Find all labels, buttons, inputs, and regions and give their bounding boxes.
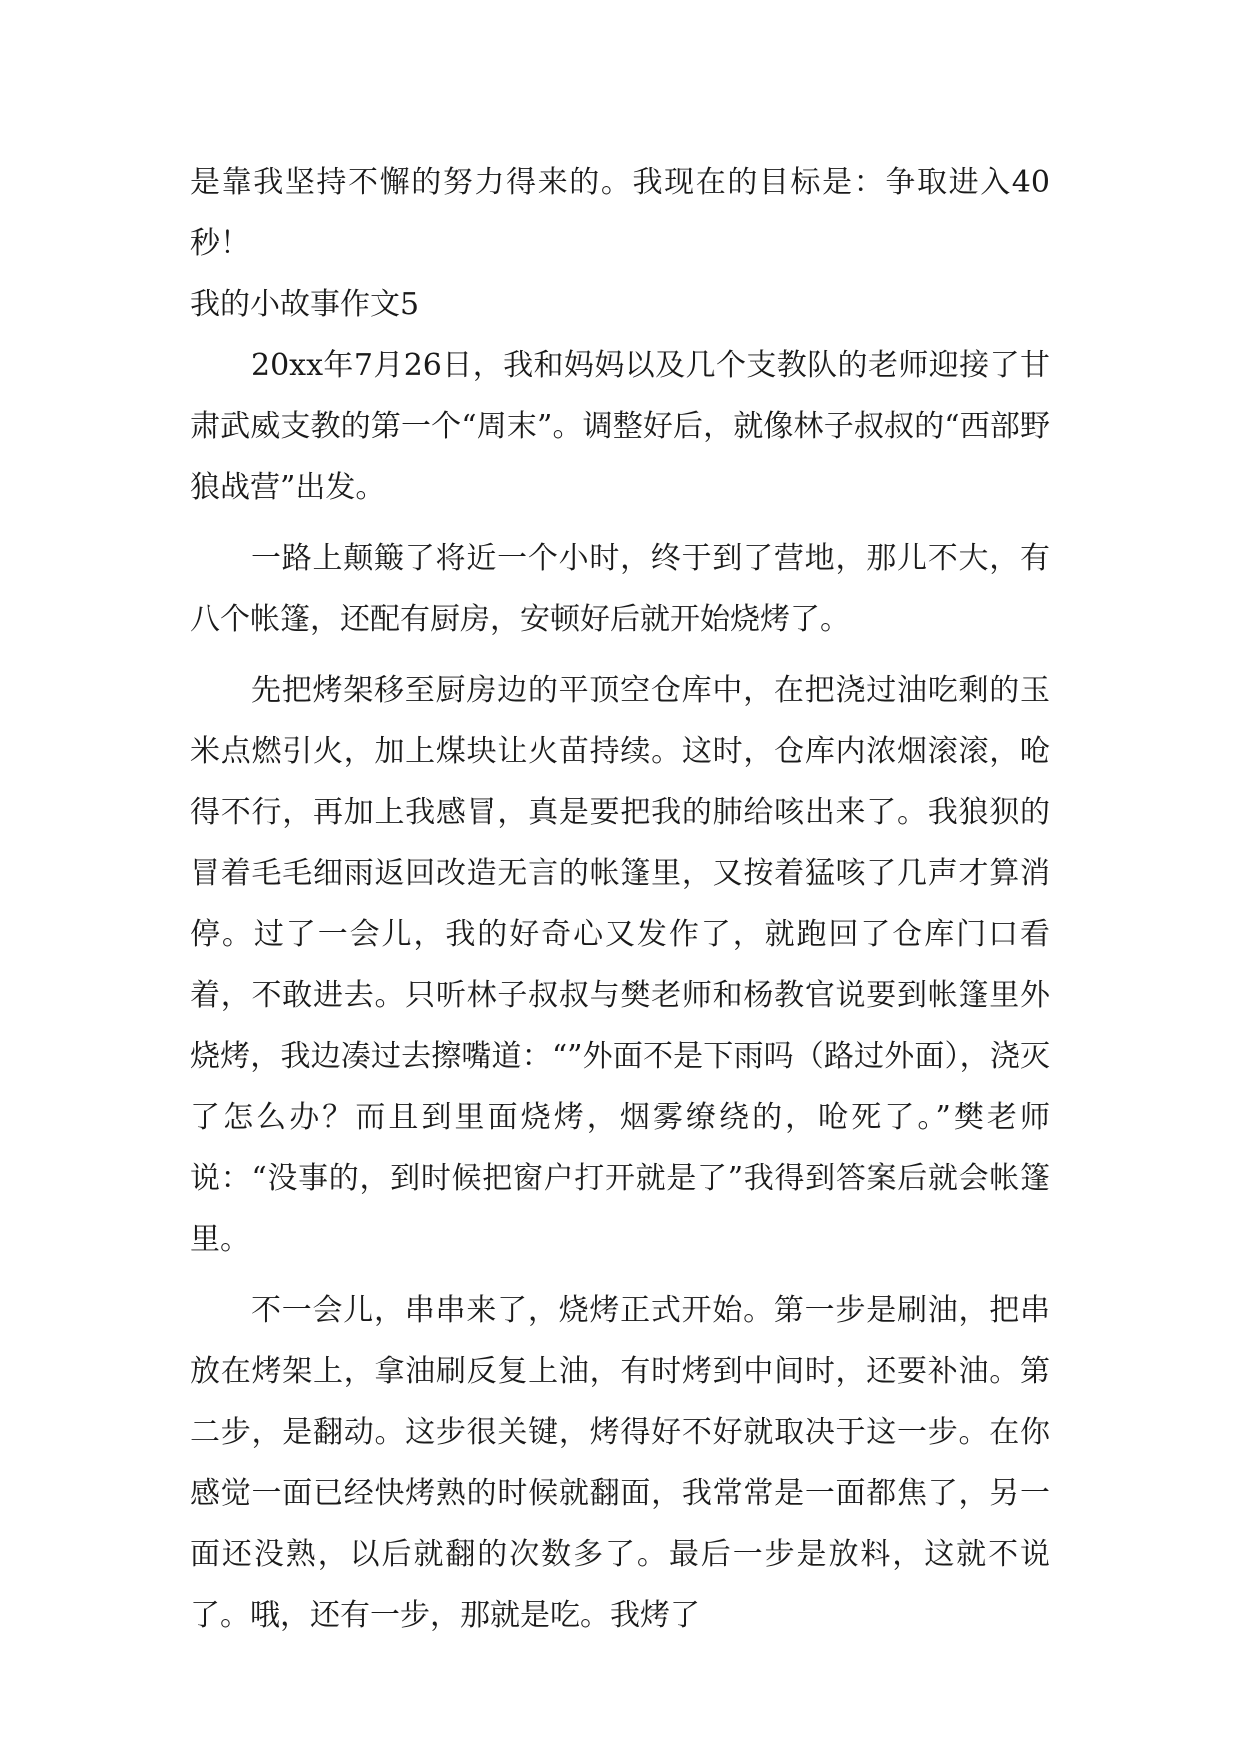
- document-body: [190, 152, 1050, 1646]
- section-title: 我的小故事作文5: [190, 287, 420, 322]
- paragraph-2: 一路上颠簸了将近一个小时，终于到了营地，那儿不大，有八个帐篷，还配有厨房，安顿好后就开始烧烤了。: [190, 541, 1050, 637]
- paragraph-4: 不一会儿，串串来了，烧烤正式开始。第一步是刷油，把串放在烤架上，拿油刷反复上油，有时烤到中间时，还要补油。第二步，是翻动。这步很关键，烤得好不好就取决于这一步。在你感觉一面已经快烤熟的时候就翻面，我常常是一面都焦了，另一面还没熟，以后就翻的次数多了。最后一步是放料，这就不说了。哦，还有一步，那就是吃。我烤了: [190, 1293, 1050, 1633]
- continuation-paragraph: 是靠我坚持不懈的努力得来的。我现在的目标是：争取进入40秒！: [190, 165, 1050, 261]
- paragraph-3: 先把烤架移至厨房边的平顶空仓库中，在把浇过油吃剩的玉米点燃引火，加上煤块让火苗持续。这时，仓库内浓烟滚滚，呛得不行，再加上我感冒，真是要把我的肺给咳出来了。我狼狈的冒着毛毛细雨返回改造无言的帐篷里，又按着猛咳了几声才算消停。过了一会儿，我的好奇心又发作了，就跑回了仓库门口看着，不敢进去。只听林子叔叔与樊老师和杨教官说要到帐篷里外烧烤，我边凑过去擦嘴道：“”外面不是下雨吗（路过外面），浇灭了怎么办？而且到里面烧烤，烟雾缭绕的，呛死了。”樊老师说：“没事的，到时候把窗户打开就是了”我得到答案后就会帐篷里。: [190, 673, 1050, 1257]
- paragraph-1: 20xx年7月26日，我和妈妈以及几个支教队的老师迎接了甘肃武威支教的第一个“周末”。调整好后，就像林子叔叔的“西部野狼战营”出发。: [190, 348, 1050, 505]
